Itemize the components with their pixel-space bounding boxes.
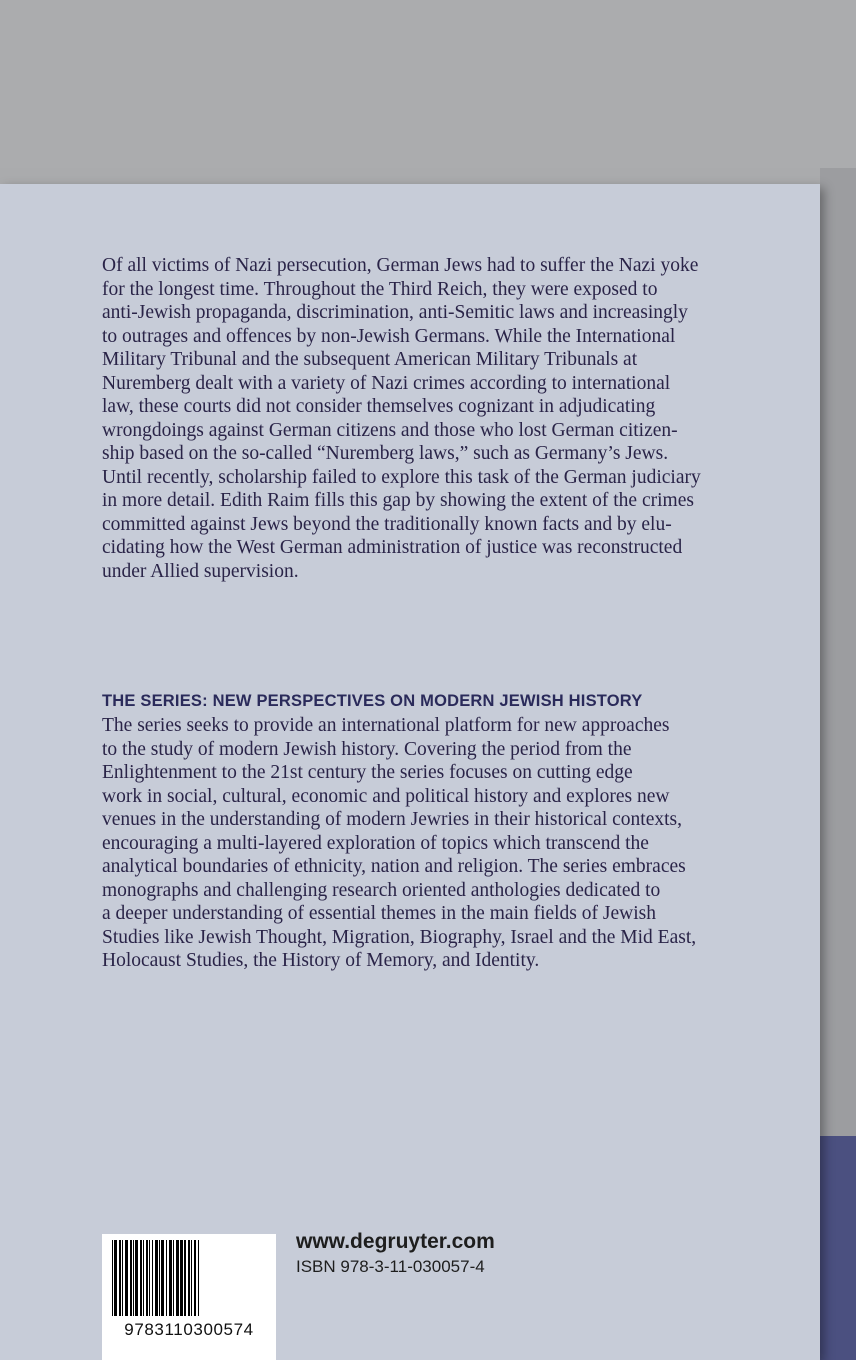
book-blurb	[102, 254, 752, 583]
blurb-line: Of all victims of Nazi persecution, German Jews had to suffer the Nazi yoke	[102, 255, 699, 276]
series-line: work in social, cultural, economic and political history and explores new	[102, 785, 670, 807]
series-line: encouraging a multi-layered exploration of topics which transcend the	[102, 832, 649, 854]
blurb-line: for the longest time. Throughout the Third Reich, they were exposed to	[102, 278, 658, 300]
barcode-bar	[152, 1240, 153, 1316]
barcode-bar	[146, 1240, 148, 1316]
blurb-line: cidating how the West German administration of justice was reconstructed	[102, 537, 683, 558]
barcode-bar	[119, 1240, 121, 1316]
barcode-bar	[140, 1240, 142, 1316]
barcode-bar	[130, 1240, 132, 1316]
blurb-line: Military Tribunal and the subsequent American Military Tribunals at	[102, 349, 638, 370]
blurb-line: Nuremberg dealt with a variety of Nazi crimes according to international	[102, 372, 671, 394]
barcode-bars	[110, 1240, 268, 1320]
barcode-bar	[149, 1240, 150, 1316]
barcode-bar	[176, 1240, 179, 1316]
barcode-bar	[143, 1240, 144, 1316]
publisher-website[interactable]: www.degruyter.com	[296, 1230, 495, 1253]
isbn-barcode	[102, 1234, 276, 1360]
blurb-line: under Allied supervision.	[102, 560, 299, 582]
barcode-bar	[112, 1240, 113, 1316]
series-heading: THE SERIES: NEW PERSPECTIVES ON MODERN JEWISH HISTORY	[102, 692, 643, 710]
series-line: analytical boundaries of ethnicity, nation and religion. The series embraces	[102, 856, 686, 877]
blurb-line: wrongdoings against German citizens and those who lost German citizen-	[102, 419, 678, 441]
series-line: Studies like Jewish Thought, Migration, Biography, Israel and the Mid East,	[102, 926, 697, 948]
blurb-line: Until recently, scholarship failed to explore this task of the German judiciary	[102, 466, 701, 488]
barcode-bar	[173, 1240, 174, 1316]
background-right-strip	[820, 168, 856, 1136]
blurb-line: anti-Jewish propaganda, discrimination, anti-Semitic laws and increasingly	[102, 302, 688, 323]
barcode-bar	[161, 1240, 164, 1316]
barcode-bar	[125, 1240, 128, 1316]
barcode-bar	[180, 1240, 183, 1316]
barcode-bar	[114, 1240, 117, 1316]
spine-accent-block	[820, 1136, 856, 1360]
barcode-bar	[191, 1240, 192, 1316]
barcode-bar	[159, 1240, 160, 1316]
barcode-bar	[135, 1240, 138, 1316]
barcode-bar	[122, 1240, 123, 1316]
series-line: Holocaust Studies, the History of Memory, and Identity.	[102, 950, 540, 971]
blurb-line: to outrages and offences by non-Jewish Germans. While the International	[102, 325, 676, 347]
barcode-bar	[198, 1240, 199, 1316]
blurb-line: in more detail. Edith Raim fills this gap by showing the extent of the crimes	[102, 490, 694, 511]
barcode-bar	[133, 1240, 134, 1316]
series-line: Enlightenment to the 21st century the series focuses on cutting edge	[102, 762, 633, 783]
isbn-number: ISBN 978-3-11-030057-4	[296, 1257, 485, 1276]
series-line: venues in the understanding of modern Jewries in their historical contexts,	[102, 809, 682, 830]
background-top-band	[0, 0, 856, 168]
series-line: The series seeks to provide an international platform for new approaches	[102, 715, 670, 736]
blurb-line: committed against Jews beyond the traditionally known facts and by elu-	[102, 513, 672, 535]
series-line: to the study of modern Jewish history. Covering the period from the	[102, 738, 632, 760]
barcode-bar	[184, 1240, 186, 1316]
barcode-bar	[169, 1240, 172, 1316]
series-description	[102, 714, 752, 973]
series-line: a deeper understanding of essential themes in the main fields of Jewish	[102, 903, 656, 924]
blurb-line: ship based on the so-called “Nuremberg laws,” such as Germany’s Jews.	[102, 443, 669, 464]
barcode-bar	[194, 1240, 196, 1316]
barcode-bar	[155, 1240, 158, 1316]
barcode-bar	[166, 1240, 167, 1316]
series-line: monographs and challenging research oriented anthologies dedicated to	[102, 879, 661, 901]
barcode-digits: 9783110300574	[124, 1320, 254, 1339]
barcode-bar	[188, 1240, 190, 1316]
blurb-line: law, these courts did not consider themselves cognizant in adjudicating	[102, 396, 656, 417]
